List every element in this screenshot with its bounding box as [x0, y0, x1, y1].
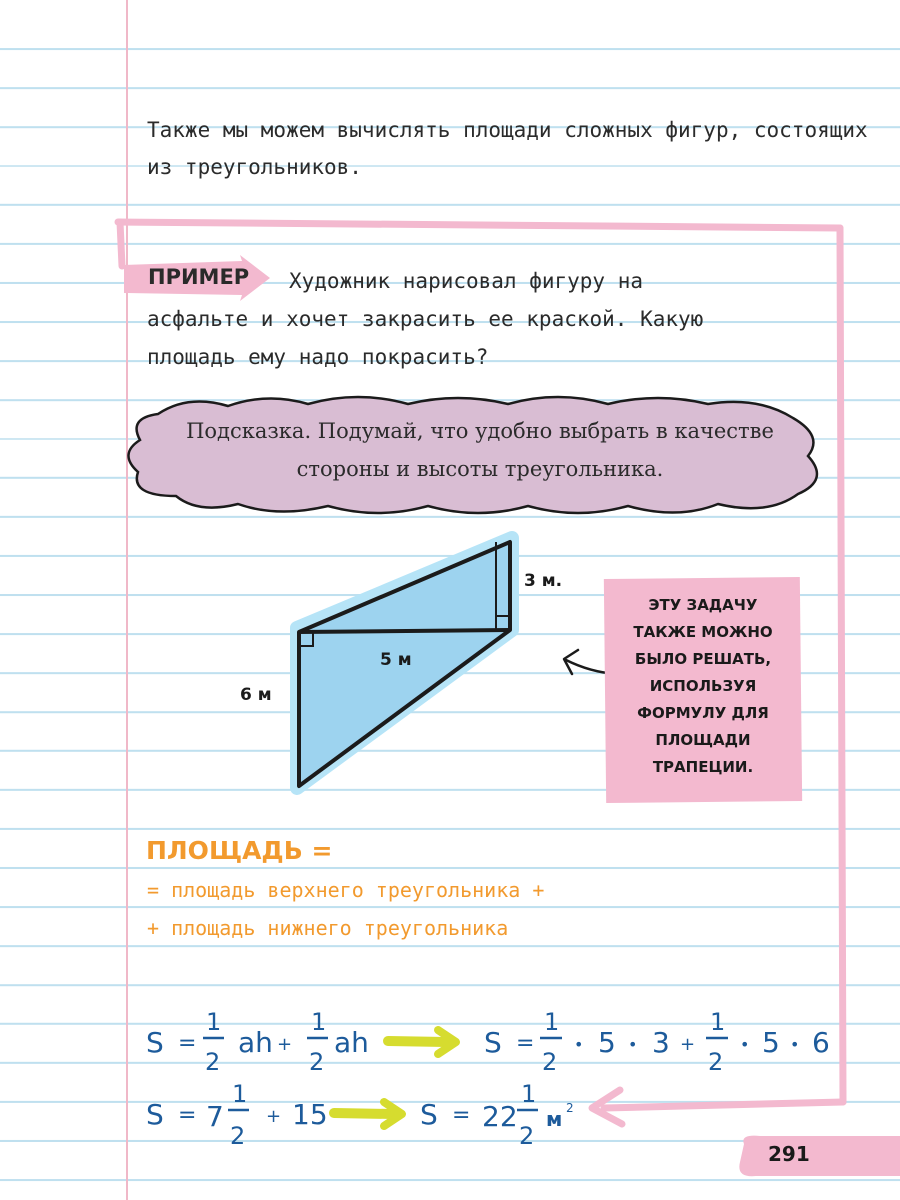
f1-eq: = [178, 1031, 197, 1056]
f2-six: 6 [812, 1026, 830, 1059]
f4-unit: м [546, 1107, 563, 1131]
f2-dot1: • [574, 1035, 584, 1054]
f1-frac2-den: 2 [309, 1048, 325, 1076]
f2-frac1-num: 1 [544, 1008, 560, 1036]
f3-s: S [146, 1098, 164, 1131]
f2-frac2-num: 1 [710, 1008, 726, 1036]
intro-text: Также мы можем вычислять площади сложных фигур, состоящих из треугольников. [147, 118, 868, 179]
f2-plus: + [680, 1034, 696, 1055]
yellow-arrow-2 [334, 1113, 392, 1114]
example-tag-label: ПРИМЕР [148, 265, 250, 289]
f2-three: 3 [652, 1026, 670, 1059]
f2-five2: 5 [762, 1026, 780, 1059]
area-title: ПЛОЩАДЬ = [146, 836, 333, 865]
area-line-2: + площадь нижнего треугольника [147, 916, 509, 940]
f1-plus: + [277, 1034, 293, 1055]
area-line-1: = площадь верхнего треугольника + [147, 878, 545, 902]
label-middle: 5 м [380, 650, 412, 670]
page-number-badge [730, 1130, 900, 1180]
f4-eq: = [452, 1103, 471, 1128]
example-text: Художник нарисовал фигуру на асфальте и хочет закрасить ее краской. Какую площадь ему надо покрасить? [147, 269, 704, 369]
f3-plus: + [266, 1106, 282, 1127]
label-top-side: 3 м. [524, 571, 563, 591]
f3-frac-num: 1 [232, 1080, 248, 1108]
f2-eq: = [516, 1031, 535, 1056]
f4-exp: 2 [566, 1101, 574, 1115]
f4-frac-num: 1 [521, 1080, 537, 1108]
f1-frac1-num: 1 [206, 1008, 222, 1036]
hint-text: Подсказка. Подумай, что удобно выбрать в качестве стороны и высоты треугольника. [186, 419, 774, 481]
note-text: ЭТУ ЗАДАЧУ ТАКЖЕ МОЖНО БЫЛО РЕШАТЬ, ИСПОЛЬЗУЯ ФОРМУЛУ ДЛЯ ПЛОЩАДИ ТРАПЕЦИИ. [633, 596, 773, 776]
f2-dot4: • [790, 1035, 800, 1054]
f3-seven: 7 [206, 1100, 224, 1133]
f1-frac2-num: 1 [311, 1008, 327, 1036]
f3-eq: = [178, 1103, 197, 1128]
f2-dot2: • [628, 1035, 638, 1054]
f2-frac2-den: 2 [708, 1048, 724, 1076]
f4-frac-den: 2 [519, 1122, 535, 1150]
f1-ah2: ah [334, 1026, 369, 1059]
f2-five1: 5 [598, 1026, 616, 1059]
f3-frac-den: 2 [230, 1122, 246, 1150]
page-number: 291 [768, 1142, 810, 1166]
label-left-side: 6 м [240, 685, 272, 705]
f2-s: S [484, 1026, 502, 1059]
f3-fifteen: 15 [292, 1098, 328, 1131]
f2-frac1-den: 2 [542, 1048, 558, 1076]
f4-s: S [420, 1098, 438, 1131]
f2-dot3: • [740, 1035, 750, 1054]
f1-frac1-den: 2 [205, 1048, 221, 1076]
f1-s: S [146, 1026, 164, 1059]
f4-twentytwo: 22 [482, 1100, 518, 1133]
f1-ah1: ah [238, 1026, 273, 1059]
yellow-arrow-1 [388, 1041, 446, 1042]
